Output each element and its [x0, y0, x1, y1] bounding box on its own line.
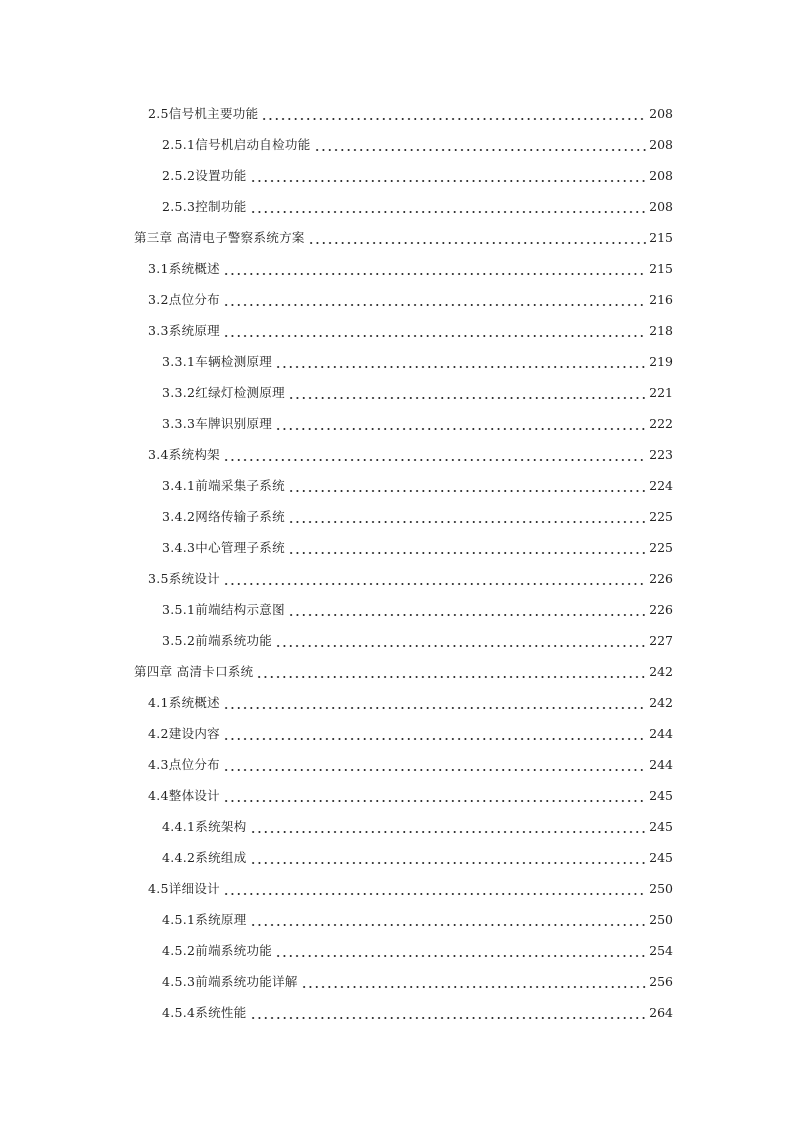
toc-entry-page: 250 — [649, 912, 673, 927]
toc-entry-title: 3.3.3车牌识别原理 — [162, 416, 273, 431]
toc-entry-page: 222 — [649, 416, 673, 431]
toc-entry[interactable] — [162, 195, 673, 215]
dot-leader — [314, 136, 647, 152]
toc-entry[interactable] — [148, 691, 673, 711]
toc-entry-title: 2.5.3控制功能 — [162, 199, 247, 214]
toc-entry-title: 3.3.2红绿灯检测原理 — [162, 385, 285, 400]
toc-entry-title: 4.5.3前端系统功能详解 — [162, 974, 298, 989]
toc-entry-page: 224 — [649, 478, 673, 493]
toc-entry[interactable] — [148, 877, 673, 897]
toc-entry[interactable] — [134, 226, 673, 246]
dot-leader — [288, 539, 646, 555]
dot-leader — [288, 384, 646, 400]
dot-leader — [288, 508, 646, 524]
toc-entry-title: 2.5.2设置功能 — [162, 168, 247, 183]
dot-leader — [250, 911, 647, 927]
dot-leader — [250, 167, 647, 183]
dot-leader — [223, 570, 646, 586]
toc-entry-title: 4.5详细设计 — [148, 881, 220, 896]
toc-entry-title: 第三章 高清电子警察系统方案 — [134, 230, 305, 245]
toc-entry[interactable] — [162, 939, 673, 959]
toc-entry[interactable] — [162, 598, 673, 618]
toc-entry[interactable] — [148, 102, 673, 122]
toc-entry-page: 215 — [649, 261, 673, 276]
toc-entry-title: 3.5.1前端结构示意图 — [162, 602, 285, 617]
toc-entry-title: 2.5.1信号机启动自检功能 — [162, 137, 311, 152]
toc-entry-title: 3.3系统原理 — [148, 323, 220, 338]
toc-entry-title: 3.4系统构架 — [148, 447, 220, 462]
toc-entry-page: 256 — [649, 974, 673, 989]
dot-leader — [250, 1004, 647, 1020]
toc-entry[interactable] — [162, 505, 673, 525]
dot-leader — [288, 601, 646, 617]
toc-entry-title: 4.5.1系统原理 — [162, 912, 247, 927]
toc-entry-page: 226 — [649, 571, 673, 586]
toc-entry-title: 3.1系统概述 — [148, 261, 220, 276]
toc-entry-title: 4.1系统概述 — [148, 695, 220, 710]
toc-entry-title: 4.3点位分布 — [148, 757, 220, 772]
toc-entry-page: 245 — [649, 850, 673, 865]
toc-entry[interactable] — [162, 381, 673, 401]
toc-entry-page: 208 — [649, 199, 673, 214]
toc-entry-title: 第四章 高清卡口系统 — [134, 664, 254, 679]
toc-entry-title: 4.5.4系统性能 — [162, 1005, 247, 1020]
toc-entry[interactable] — [148, 443, 673, 463]
dot-leader — [250, 849, 647, 865]
dot-leader — [223, 322, 646, 338]
toc-entry-title: 3.5系统设计 — [148, 571, 220, 586]
dot-leader — [223, 291, 646, 307]
toc-entry-title: 4.4整体设计 — [148, 788, 220, 803]
toc-entry[interactable] — [162, 1001, 673, 1021]
toc-entry-page: 225 — [649, 540, 673, 555]
toc-entry-title: 4.2建设内容 — [148, 726, 220, 741]
toc-entry-title: 3.4.3中心管理子系统 — [162, 540, 285, 555]
toc-entry[interactable] — [148, 753, 673, 773]
toc-entry-page: 254 — [649, 943, 673, 958]
dot-leader — [288, 477, 646, 493]
toc-entry-page: 250 — [649, 881, 673, 896]
dot-leader — [301, 973, 646, 989]
toc-entry-page: 227 — [649, 633, 673, 648]
toc-entry-title: 3.4.1前端采集子系统 — [162, 478, 285, 493]
toc-entry-page: 242 — [649, 664, 673, 679]
dot-leader — [223, 756, 646, 772]
toc-entry[interactable] — [162, 474, 673, 494]
toc-entry[interactable] — [162, 133, 673, 153]
dot-leader — [275, 942, 646, 958]
toc-entry-title: 3.3.1车辆检测原理 — [162, 354, 273, 369]
dot-leader — [223, 694, 646, 710]
toc-entry-page: 242 — [649, 695, 673, 710]
toc-entry[interactable] — [162, 970, 673, 990]
toc-entry-page: 244 — [649, 726, 673, 741]
toc-entry-page: 208 — [649, 168, 673, 183]
toc-entry[interactable] — [148, 257, 673, 277]
toc-entry-page: 245 — [649, 819, 673, 834]
toc-entry-page: 244 — [649, 757, 673, 772]
toc-entry-page: 221 — [649, 385, 673, 400]
toc-entry-page: 264 — [649, 1005, 673, 1020]
toc-entry[interactable] — [148, 319, 673, 339]
toc-entry[interactable] — [162, 629, 673, 649]
dot-leader — [308, 229, 646, 245]
dot-leader — [223, 787, 646, 803]
toc-entry-page: 208 — [649, 106, 673, 121]
toc-entry[interactable] — [162, 846, 673, 866]
toc-entry[interactable] — [162, 908, 673, 928]
toc-entry[interactable] — [162, 536, 673, 556]
dot-leader — [223, 260, 646, 276]
toc-entry-title: 4.4.2系统组成 — [162, 850, 247, 865]
toc-entry-title: 3.4.2网络传输子系统 — [162, 509, 285, 524]
toc-entry-page: 225 — [649, 509, 673, 524]
toc-entry-title: 4.4.1系统架构 — [162, 819, 247, 834]
toc-entry-page: 245 — [649, 788, 673, 803]
dot-leader — [223, 880, 646, 896]
toc-entry[interactable] — [162, 164, 673, 184]
dot-leader — [223, 725, 646, 741]
dot-leader — [261, 105, 646, 121]
toc-entry[interactable] — [134, 660, 673, 680]
toc-entry[interactable] — [148, 722, 673, 742]
toc-entry-title: 4.5.2前端系统功能 — [162, 943, 273, 958]
toc-entry-page: 215 — [649, 230, 673, 245]
toc-entry[interactable] — [148, 567, 673, 587]
toc-entry[interactable] — [148, 784, 673, 804]
toc-entry-page: 216 — [649, 292, 673, 307]
toc-entry[interactable] — [162, 412, 673, 432]
toc-entry[interactable] — [148, 288, 673, 308]
toc-entry[interactable] — [162, 815, 673, 835]
toc-entry-page: 219 — [649, 354, 673, 369]
dot-leader — [223, 446, 646, 462]
dot-leader — [275, 353, 646, 369]
dot-leader — [275, 632, 646, 648]
toc-entry-page: 223 — [649, 447, 673, 462]
toc-entry-title: 3.5.2前端系统功能 — [162, 633, 273, 648]
dot-leader — [256, 663, 646, 679]
toc-entry-page: 226 — [649, 602, 673, 617]
toc-entry-page: 208 — [649, 137, 673, 152]
toc-entry-title: 3.2点位分布 — [148, 292, 220, 307]
toc-entry-page: 218 — [649, 323, 673, 338]
toc-entry[interactable] — [162, 350, 673, 370]
toc-entry-title: 2.5信号机主要功能 — [148, 106, 259, 121]
dot-leader — [250, 198, 647, 214]
dot-leader — [275, 415, 646, 431]
dot-leader — [250, 818, 647, 834]
